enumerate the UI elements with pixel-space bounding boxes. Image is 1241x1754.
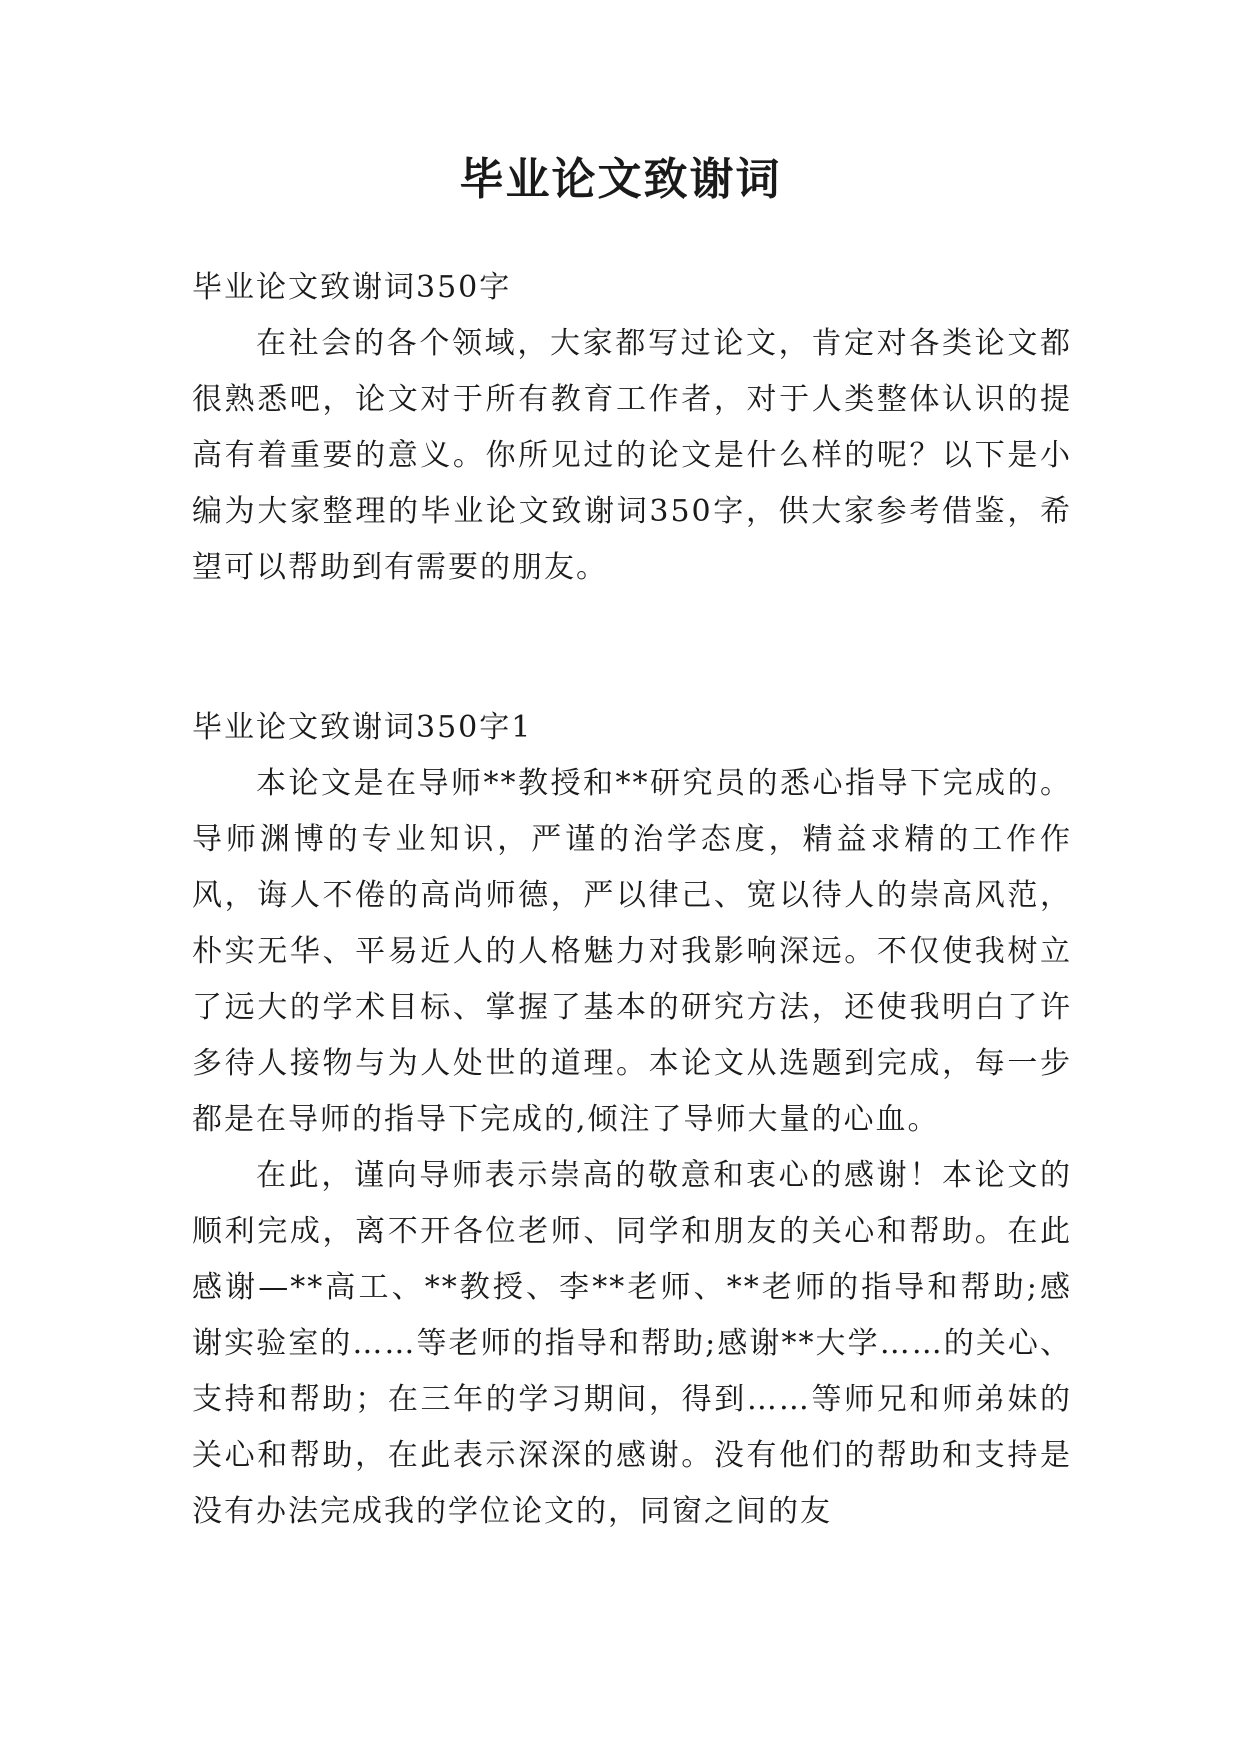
paragraph: 在此，谨向导师表示崇高的敬意和衷心的感谢！本论文的顺利完成，离不开各位老师、同学和朋友的关心和帮助。在此感谢—**高工、**教授、李**老师、**老师的指导和帮助;感谢实验室的……等老师的指导和帮助;感谢**大学……的关心、支持和帮助；在三年的学习期间，得到……等师兄和师弟妹的关心和帮助，在此表示深深的感谢。没有他们的帮助和支持是没有办法完成我的学位论文的，同窗之间的友 (192, 1158, 1072, 1529)
section-heading: 毕业论文致谢词350字 (192, 270, 512, 305)
document-title: 毕业论文致谢词 (459, 154, 782, 205)
section-intro (192, 260, 1072, 596)
paragraph: 在社会的各个领域，大家都写过论文，肯定对各类论文都很熟悉吧，论文对于所有教育工作者，对于人类整体认识的提高有着重要的意义。你所见过的论文是什么样的呢？以下是小编为大家整理的毕业论文致谢词350字，供大家参考借鉴，希望可以帮助到有需要的朋友。 (192, 326, 1072, 585)
section-one (192, 700, 1072, 1540)
paragraph: 本论文是在导师**教授和**研究员的悉心指导下完成的。导师渊博的专业知识，严谨的治学态度，精益求精的工作作风，诲人不倦的高尚师德，严以律己、宽以待人的崇高风范，朴实无华、平易近人的人格魅力对我影响深远。不仅使我树立了远大的学术目标、掌握了基本的研究方法，还使我明白了许多待人接物与为人处世的道理。本论文从选题到完成，每一步都是在导师的指导下完成的,倾注了导师大量的心血。 (192, 766, 1072, 1137)
section-heading: 毕业论文致谢词350字1 (192, 710, 533, 745)
